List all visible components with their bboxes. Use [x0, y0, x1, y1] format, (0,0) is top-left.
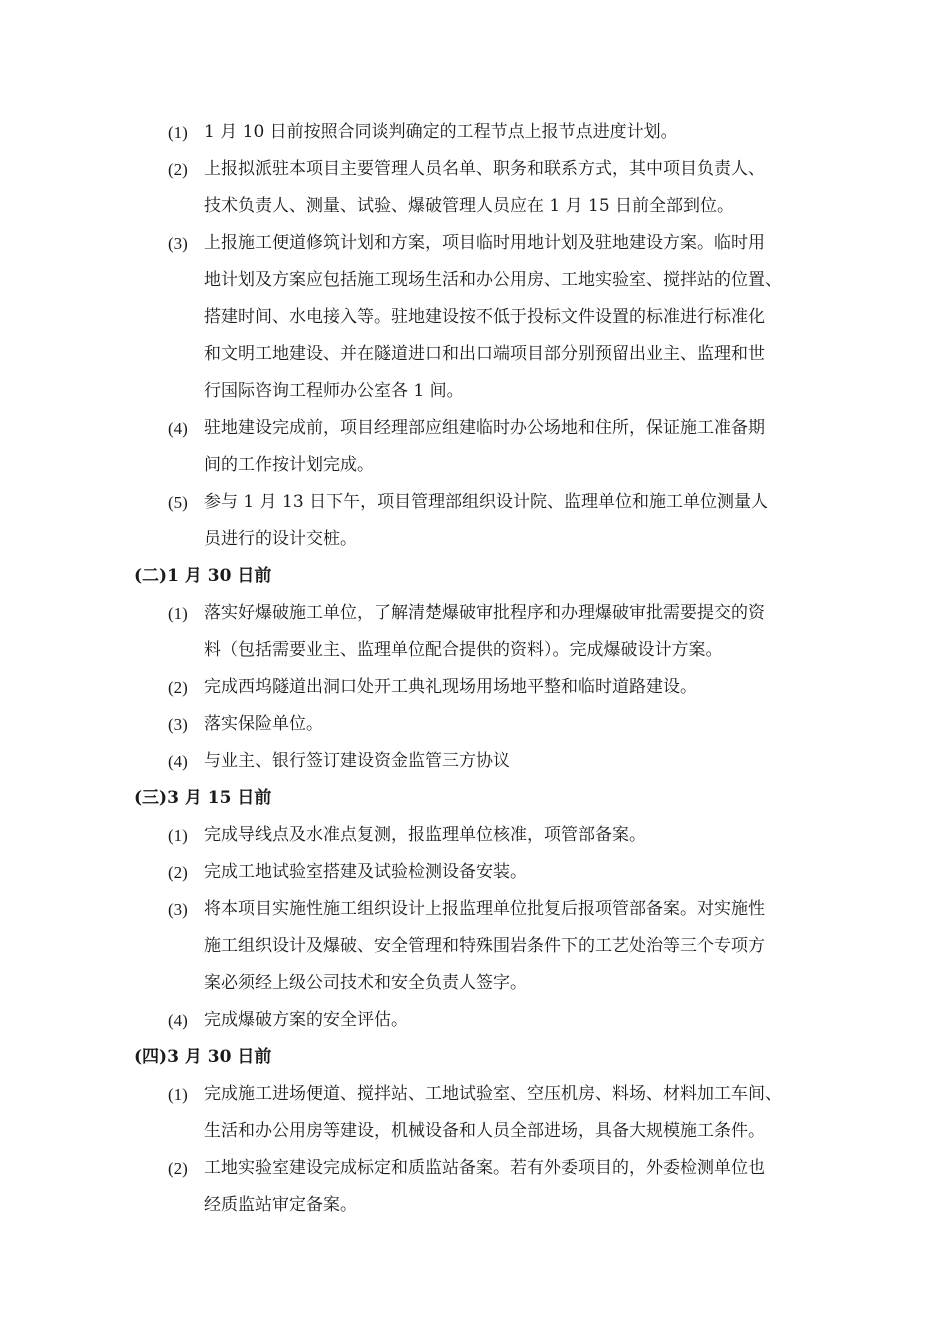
list-item-text-line: 行国际咨询工程师办公室各 1 间。 [204, 381, 464, 401]
list-item-text-line: 完成施工进场便道、搅拌站、工地试验室、空压机房、料场、材料加工车间、 [204, 1084, 782, 1104]
list-item-number: (3) [168, 715, 188, 734]
list-item-text-line: 经质监站审定备案。 [204, 1195, 357, 1215]
list-item [134, 1002, 864, 1039]
document-body [134, 114, 864, 1224]
list-item-number: (3) [168, 234, 188, 253]
list-item [134, 1150, 864, 1224]
list-item-text-line: 案必须经上级公司技术和安全负责人签字。 [204, 973, 527, 993]
list-item-number: (1) [168, 826, 188, 845]
list-item-number: (4) [168, 1011, 188, 1030]
list-item-text-line: 上报施工便道修筑计划和方案，项目临时用地计划及驻地建设方案。临时用 [204, 233, 765, 253]
list-item-text-line: 完成西坞隧道出洞口处开工典礼现场用场地平整和临时道路建设。 [204, 677, 697, 697]
list-item-text-line: 技术负责人、测量、试验、爆破管理人员应在 1 月 15 日前全部到位。 [204, 196, 735, 216]
list-item-number: (1) [168, 604, 188, 623]
list-item-text-line: 生活和办公用房等建设，机械设备和人员全部进场，具备大规模施工条件。 [204, 1121, 765, 1141]
list-item-text-line: 上报拟派驻本项目主要管理人员名单、职务和联系方式，其中项目负责人、 [204, 159, 765, 179]
list-item-text-line: 完成爆破方案的安全评估。 [204, 1010, 408, 1030]
list-item-text-line: 员进行的设计交桩。 [204, 529, 357, 549]
list-item-text-line: 完成导线点及水准点复测，报监理单位核准，项管部备案。 [204, 825, 646, 845]
list-item-text-line: 搭建时间、水电接入等。驻地建设按不低于投标文件设置的标准进行标准化 [204, 307, 765, 327]
list-item-number: (3) [168, 900, 188, 919]
list-item [134, 1076, 864, 1150]
list-item-text-line: 完成工地试验室搭建及试验检测设备安装。 [204, 862, 527, 882]
list-item-number: (2) [168, 160, 188, 179]
list-item [134, 854, 864, 891]
list-item-number: (2) [168, 1159, 188, 1178]
list-item-number: (4) [168, 752, 188, 771]
list-item [134, 669, 864, 706]
list-item [134, 891, 864, 1002]
list-item-text-line: 1 月 10 日前按照合同谈判确定的工程节点上报节点进度计划。 [204, 122, 678, 142]
list-item-number: (1) [168, 1085, 188, 1104]
list-item-text-line: 与业主、银行签订建设资金监管三方协议 [204, 751, 510, 771]
section-heading: (二)1 月 30 日前 [134, 566, 272, 586]
list-item-number: (4) [168, 419, 188, 438]
list-item [134, 817, 864, 854]
list-item-text-line: 地计划及方案应包括施工现场生活和办公用房、工地实验室、搅拌站的位置、 [204, 270, 782, 290]
list-item-text-line: 和文明工地建设、并在隧道进口和出口端项目部分别预留出业主、监理和世 [204, 344, 765, 364]
list-item-text-line: 落实好爆破施工单位，了解清楚爆破审批程序和办理爆破审批需要提交的资 [204, 603, 765, 623]
list-item-text-line: 间的工作按计划完成。 [204, 455, 374, 475]
list-item-text-line: 落实保险单位。 [204, 714, 323, 734]
list-item [134, 225, 864, 410]
list-item-number: (5) [168, 493, 188, 512]
list-item-text-line: 参与 1 月 13 日下午，项目管理部组织设计院、监理单位和施工单位测量人 [204, 492, 769, 512]
list-item-text-line: 将本项目实施性施工组织设计上报监理单位批复后报项管部备案。对实施性 [204, 899, 765, 919]
list-item [134, 706, 864, 743]
list-item-text-line: 驻地建设完成前，项目经理部应组建临时办公场地和住所，保证施工准备期 [204, 418, 765, 438]
list-item [134, 595, 864, 669]
list-item [134, 743, 864, 780]
list-item [134, 114, 864, 151]
list-item-number: (2) [168, 678, 188, 697]
list-item [134, 151, 864, 225]
list-item-text-line: 施工组织设计及爆破、安全管理和特殊围岩条件下的工艺处治等三个专项方 [204, 936, 765, 956]
list-item-text-line: 工地实验室建设完成标定和质监站备案。若有外委项目的，外委检测单位也 [204, 1158, 765, 1178]
section-heading: (三)3 月 15 日前 [134, 788, 272, 808]
list-item-number: (1) [168, 123, 188, 142]
list-item [134, 484, 864, 558]
list-item-number: (2) [168, 863, 188, 882]
list-item-text-line: 料（包括需要业主、监理单位配合提供的资料）。完成爆破设计方案。 [204, 640, 723, 660]
list-item [134, 410, 864, 484]
section-heading: (四)3 月 30 日前 [134, 1047, 272, 1067]
